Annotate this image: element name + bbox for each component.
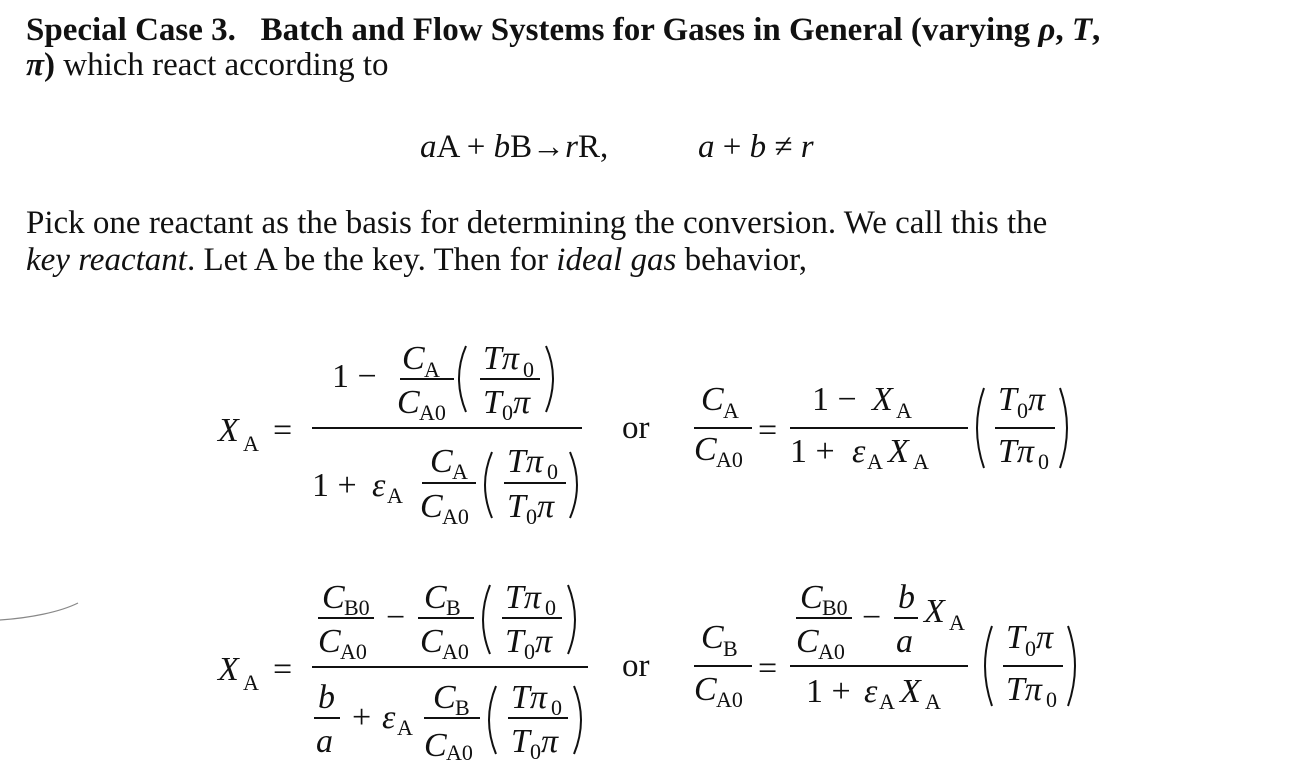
svg-text:Tπ: Tπ [1006,671,1042,708]
svg-text:A0: A0 [442,504,469,529]
svg-text:B0: B0 [822,595,848,620]
svg-text:A0: A0 [340,639,367,664]
svg-text:T: T [505,623,524,660]
svg-text:B: B [723,636,738,661]
svg-text:A: A [243,670,259,695]
svg-text:T: T [1006,619,1025,656]
svg-text:A0: A0 [716,687,743,712]
svg-text:Tπ: Tπ [998,433,1034,470]
svg-text:A: A [397,715,413,740]
svg-text:A: A [243,431,259,456]
svg-text:X: X [888,433,909,470]
svg-text:C: C [318,623,341,660]
key-reactant-term: key reactant [26,242,187,278]
svg-text:B: B [455,695,470,720]
heading-continuation: which react according to [55,47,389,83]
paragraph-line-1: Pick one reactant as the basis for determining the conversion. We call this the [26,205,1048,241]
svg-text:C: C [800,579,823,616]
svg-text:B: B [446,595,461,620]
or-label-1: or [622,410,650,446]
svg-text:Tπ: Tπ [483,340,519,377]
svg-text:ε: ε [382,699,396,736]
svg-text:C: C [694,671,717,708]
svg-text:1 +: 1 + [312,467,357,504]
svg-text:X: X [218,651,239,688]
svg-text:0: 0 [1046,687,1057,712]
svg-text:A0: A0 [818,639,845,664]
paragraph-line-2: key reactant. Let A be the key. Then for ideal gas behavior, [26,242,807,278]
svg-text:0: 0 [523,357,534,382]
pi-symbol: π [26,47,45,83]
svg-text:1 −: 1 − [332,358,377,395]
svg-text:0: 0 [551,695,562,720]
svg-text:C: C [420,623,443,660]
svg-text:−: − [386,599,406,636]
svg-text:=: = [273,412,293,449]
svg-text:π: π [537,488,555,525]
svg-text:ε: ε [852,433,866,470]
svg-text:A: A [949,610,965,635]
svg-text:0: 0 [547,459,558,484]
svg-text:1 +: 1 + [790,433,835,470]
svg-text:X: X [218,412,239,449]
svg-text:T: T [511,723,530,760]
svg-text:Tπ: Tπ [507,443,543,480]
svg-text:Tπ: Tπ [511,679,547,716]
svg-text:π: π [535,623,553,660]
svg-text:=: = [758,412,778,449]
svg-text:π: π [1028,381,1046,418]
rho-symbol: ρ [1038,12,1056,48]
svg-text:C: C [397,384,420,421]
svg-text:A: A [424,357,440,382]
svg-text:=: = [758,650,778,687]
svg-text:X: X [924,593,945,630]
case-title: Batch and Flow Systems for Gases in General (varying [260,12,1039,48]
svg-text:A: A [879,689,895,714]
case-label: Special Case 3. [26,12,236,48]
svg-text:π: π [1036,619,1054,656]
svg-text:b: b [898,579,915,616]
svg-text:C: C [402,340,425,377]
svg-text:X: X [900,673,921,710]
svg-text:0: 0 [1017,398,1028,423]
svg-text:π: π [541,723,559,760]
svg-text:C: C [420,488,443,525]
svg-text:0: 0 [545,595,556,620]
svg-text:B0: B0 [344,595,370,620]
svg-text:C: C [796,623,819,660]
svg-text:C: C [430,443,453,480]
svg-text:0: 0 [530,739,541,760]
svg-text:0: 0 [1038,449,1049,474]
svg-text:A: A [387,483,403,508]
svg-text:−: − [862,599,882,636]
svg-text:ε: ε [372,467,386,504]
svg-text:A0: A0 [442,639,469,664]
svg-text:A: A [867,449,883,474]
svg-text:C: C [322,579,345,616]
svg-text:C: C [424,579,447,616]
svg-text:A0: A0 [446,740,473,760]
svg-text:0: 0 [526,504,537,529]
svg-text:1 +: 1 + [806,673,851,710]
svg-text:C: C [701,619,724,656]
svg-text:C: C [424,727,447,760]
svg-text:A: A [925,689,941,714]
svg-text:0: 0 [502,400,513,425]
svg-text:=: = [273,651,293,688]
svg-text:a: a [896,623,913,660]
svg-text:C: C [694,431,717,468]
svg-text:A: A [723,398,739,423]
svg-text:A0: A0 [419,400,446,425]
svg-text:a: a [316,723,333,760]
svg-text:Tπ: Tπ [505,579,541,616]
svg-text:ε: ε [864,673,878,710]
svg-text:A: A [896,398,912,423]
svg-text:C: C [433,679,456,716]
reaction-arrow: → [532,129,566,165]
section-heading: Special Case 3. Batch and Flow Systems for Gases in General (varying ρ, T, [26,12,1101,48]
svg-text:0: 0 [524,639,535,664]
svg-text:π: π [513,384,531,421]
svg-text:b: b [318,679,335,716]
svg-text:A: A [913,449,929,474]
svg-text:T: T [998,381,1017,418]
svg-text:1 −: 1 − [812,381,857,418]
svg-text:0: 0 [1025,636,1036,661]
svg-text:X: X [872,381,893,418]
svg-text:T: T [507,488,526,525]
svg-text:C: C [701,381,724,418]
ideal-gas-term: ideal gas [556,242,677,278]
temperature-symbol: T [1071,12,1092,48]
or-label-2: or [622,648,650,684]
reaction-condition: a + b ≠ r [698,129,814,165]
svg-text:A: A [452,459,468,484]
svg-text:+: + [352,699,372,736]
svg-text:A0: A0 [716,447,743,472]
section-heading-continued: π) which react according to [26,47,389,83]
reaction-equation: aA + bB→rR, [420,129,609,165]
svg-text:T: T [483,384,502,421]
